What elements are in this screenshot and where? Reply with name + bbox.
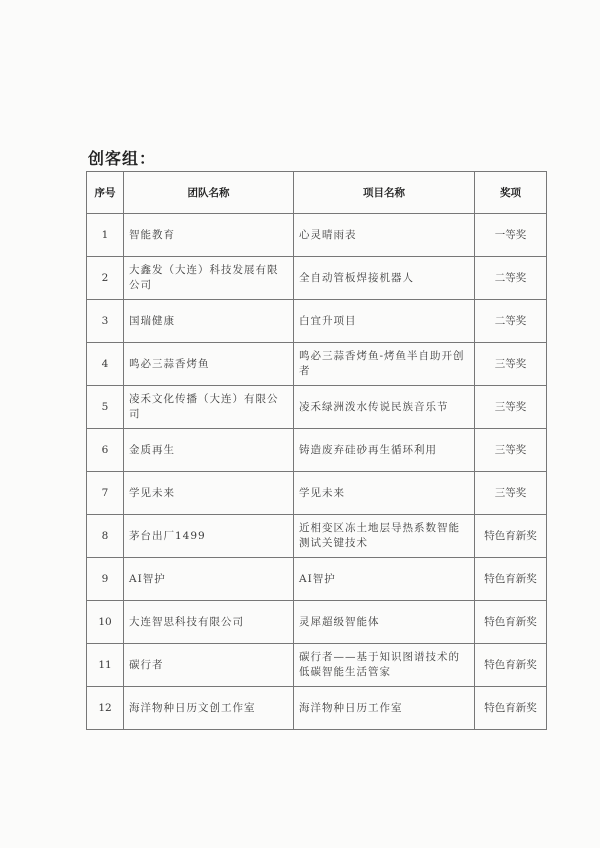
- cell-project: 白宜升项目: [294, 300, 475, 343]
- cell-seq: 11: [87, 644, 124, 687]
- awards-table-body: [87, 214, 547, 730]
- cell-award: 二等奖: [475, 257, 547, 300]
- table-row: [87, 644, 547, 687]
- cell-team: 茅台出厂1499: [124, 515, 294, 558]
- table-row: [87, 386, 547, 429]
- cell-project: 学见未来: [294, 472, 475, 515]
- cell-award: 三等奖: [475, 429, 547, 472]
- cell-award: 三等奖: [475, 472, 547, 515]
- cell-seq: 2: [87, 257, 124, 300]
- table-row: [87, 558, 547, 601]
- cell-award: 特色育新奖: [475, 558, 547, 601]
- cell-seq: 10: [87, 601, 124, 644]
- header-seq: 序号: [87, 172, 124, 214]
- cell-team: 大连智思科技有限公司: [124, 601, 294, 644]
- cell-award: 特色育新奖: [475, 515, 547, 558]
- table-row: [87, 343, 547, 386]
- cell-team: AI智护: [124, 558, 294, 601]
- cell-team: 海洋物种日历文创工作室: [124, 687, 294, 730]
- cell-project: 凌禾绿洲泼水传说民族音乐节: [294, 386, 475, 429]
- cell-award: 特色育新奖: [475, 644, 547, 687]
- cell-seq: 7: [87, 472, 124, 515]
- cell-seq: 3: [87, 300, 124, 343]
- header-project: 项目名称: [294, 172, 475, 214]
- cell-seq: 6: [87, 429, 124, 472]
- cell-project: 近相变区冻土地层导热系数智能测试关键技术: [294, 515, 475, 558]
- cell-project: 全自动管板焊接机器人: [294, 257, 475, 300]
- table-row: [87, 300, 547, 343]
- awards-table: [86, 171, 547, 730]
- cell-award: 一等奖: [475, 214, 547, 257]
- cell-award: 特色育新奖: [475, 601, 547, 644]
- cell-team: 凌禾文化传播（大连）有限公司: [124, 386, 294, 429]
- cell-award: 特色育新奖: [475, 687, 547, 730]
- cell-project: AI智护: [294, 558, 475, 601]
- table-row: [87, 214, 547, 257]
- cell-seq: 8: [87, 515, 124, 558]
- table-row: [87, 472, 547, 515]
- cell-team: 国瑞健康: [124, 300, 294, 343]
- cell-team: 碳行者: [124, 644, 294, 687]
- cell-project: 心灵晴雨表: [294, 214, 475, 257]
- cell-award: 三等奖: [475, 386, 547, 429]
- cell-project: 灵犀超级智能体: [294, 601, 475, 644]
- table-header-row: [87, 172, 547, 214]
- cell-award: 三等奖: [475, 343, 547, 386]
- table-row: [87, 687, 547, 730]
- table-row: [87, 429, 547, 472]
- cell-project: 铸造废弃硅砂再生循环利用: [294, 429, 475, 472]
- header-team: 团队名称: [124, 172, 294, 214]
- cell-seq: 12: [87, 687, 124, 730]
- cell-team: 大鑫发（大连）科技发展有限公司: [124, 257, 294, 300]
- cell-seq: 9: [87, 558, 124, 601]
- header-award: 奖项: [475, 172, 547, 214]
- cell-team: 金质再生: [124, 429, 294, 472]
- table-row: [87, 601, 547, 644]
- table-row: [87, 257, 547, 300]
- cell-team: 鸣必三蒜香烤鱼: [124, 343, 294, 386]
- cell-project: 海洋物种日历工作室: [294, 687, 475, 730]
- cell-project: 鸣必三蒜香烤鱼-烤鱼半自助开创者: [294, 343, 475, 386]
- table-row: [87, 515, 547, 558]
- cell-project: 碳行者——基于知识图谱技术的低碳智能生活管家: [294, 644, 475, 687]
- cell-team: 学见未来: [124, 472, 294, 515]
- cell-team: 智能教育: [124, 214, 294, 257]
- section-title: 创客组：: [88, 149, 157, 168]
- cell-seq: 5: [87, 386, 124, 429]
- cell-award: 二等奖: [475, 300, 547, 343]
- cell-seq: 1: [87, 214, 124, 257]
- cell-seq: 4: [87, 343, 124, 386]
